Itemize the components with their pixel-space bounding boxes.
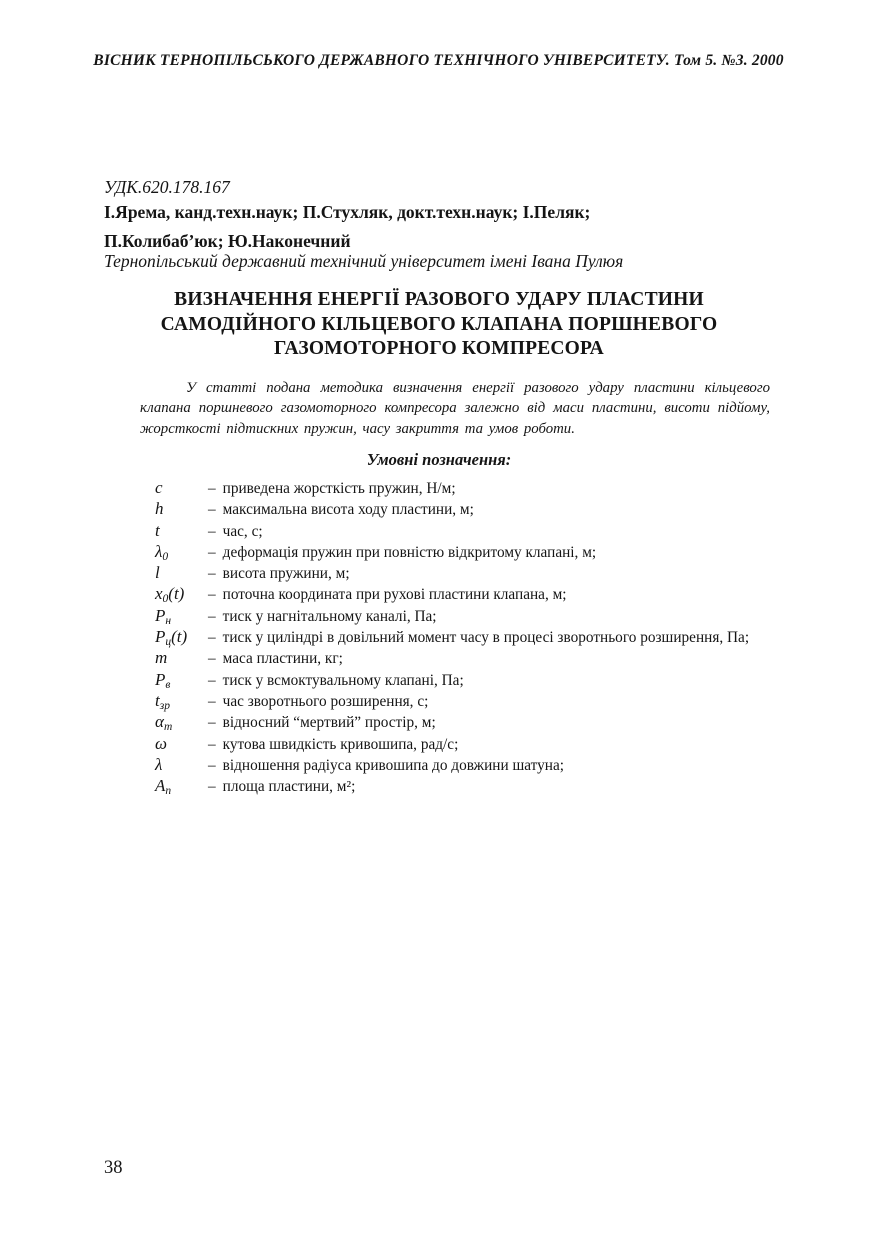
symbol-definition-row	[155, 690, 780, 711]
dash: –	[208, 565, 216, 583]
dash: –	[208, 650, 216, 668]
symbol-definition-row	[155, 711, 780, 732]
symbol-definition-row	[155, 733, 780, 754]
symbol-description: – тиск у всмоктувальному клапані, Па;	[208, 670, 464, 691]
symbol-label: $A_п$	[155, 776, 172, 798]
title-line-3: ГАЗОМОТОРНОГО КОМПРЕСОРА	[274, 338, 604, 359]
symbol-label: $P_н$	[155, 605, 172, 627]
title-line-1: ВИЗНАЧЕННЯ ЕНЕРГІЇ РАЗОВОГО УДАРУ ПЛАСТИНИ	[174, 289, 704, 310]
symbol-definition-row	[155, 541, 780, 562]
symbol-definition-row	[155, 775, 780, 796]
symbol-description: – приведена жорсткість пружин, Н/м;	[208, 478, 456, 499]
authors-block	[104, 198, 784, 255]
symbol-description: – кутова швидкість кривошипа, рад/с;	[208, 734, 458, 755]
symbol-definition-row	[155, 626, 780, 647]
dash: –	[208, 501, 216, 519]
dash: –	[208, 586, 216, 604]
article-title	[54, 288, 824, 362]
affiliation-line: Тернопільський державний технічний університет імені Івана Пулюя	[104, 251, 624, 271]
symbol-label: $\alpha_m$	[155, 712, 173, 734]
symbol-description: – час зворотнього розширення, с;	[208, 691, 428, 712]
symbol-label: ω	[155, 733, 168, 753]
dash: –	[208, 735, 216, 753]
symbol-label: $x_0(t)$	[155, 584, 185, 606]
dash: –	[208, 692, 216, 710]
symbol-label: c	[155, 478, 163, 497]
symbol-description: – висота пружини, м;	[208, 563, 350, 584]
dash: –	[208, 671, 216, 689]
title-line-2: САМОДІЙНОГО КІЛЬЦЕВОГО КЛАПАНА ПОРШНЕВОГО	[160, 313, 718, 335]
symbol-label: l	[155, 563, 160, 583]
symbol-definition-row	[155, 498, 780, 519]
symbol-label: h	[155, 499, 164, 519]
symbol-description: – маса пластини, кг;	[208, 648, 343, 669]
dash: –	[208, 714, 216, 732]
symbol-label: $\lambda_0$	[155, 541, 169, 563]
symbol-description: – максимальна висота ходу пластини, м;	[208, 499, 474, 520]
symbol-description: – тиск у нагнітальному каналі, Па;	[208, 606, 437, 627]
symbol-description: – відносний “мертвий” простір, м;	[208, 712, 436, 733]
symbol-definition-row	[155, 669, 780, 690]
symbol-description: – тиск у циліндрі в довільний момент часу в процесі зворотнього розширення, Па;	[208, 627, 749, 648]
symbol-description: – поточна координата при рухові пластини клапана, м;	[208, 584, 567, 605]
dash: –	[208, 778, 216, 796]
symbol-definition-row	[155, 647, 780, 668]
dash: –	[208, 522, 216, 540]
symbols-heading: Умовні позначення:	[366, 450, 512, 469]
symbol-definition-row	[155, 605, 780, 626]
symbol-definition-row	[155, 477, 780, 498]
abstract-paragraph: У статті подана методика визначення енергії разового удару пластини кільцевого клапана поршневого газомоторного компресора залежно від маси пластини, висоти підйому, жорсткості підтискних пружин, часу закриття та умов роботи.	[140, 380, 770, 437]
dash: –	[208, 480, 216, 497]
symbol-label: t	[155, 520, 160, 540]
symbol-label: λ	[155, 754, 163, 774]
dash: –	[208, 607, 216, 625]
symbol-label: $P_ц(t)$	[155, 627, 188, 649]
symbols-list	[155, 477, 780, 796]
symbol-description: – час, с;	[208, 521, 263, 542]
journal-header: ВІСНИК ТЕРНОПІЛЬСЬКОГО ДЕРЖАВНОГО ТЕХНІЧНОГО УНІВЕРСИТЕТУ. Том 5. №3. 2000	[93, 52, 784, 69]
authors-line-2: П.Колибаб’юк; Ю.Наконечний	[104, 230, 351, 251]
dash: –	[208, 629, 216, 647]
dash: –	[208, 543, 216, 561]
page-number: 38	[104, 1158, 123, 1178]
symbol-description: – площа пластини, м²;	[208, 776, 355, 797]
authors-line-1: І.Ярема, канд.техн.наук; П.Стухляк, докт.техн.наук; І.Пеляк;	[104, 202, 591, 222]
symbol-definition-row	[155, 583, 780, 604]
symbol-definition-row	[155, 754, 780, 775]
symbol-label: m	[155, 648, 168, 668]
dash: –	[208, 756, 216, 774]
symbol-label: $t_{зр}$	[155, 690, 170, 712]
symbol-definition-row	[155, 520, 780, 541]
symbol-label: $P_в$	[155, 669, 171, 691]
symbol-definition-row	[155, 562, 780, 583]
udk-code: УДК.620.178.167	[104, 177, 230, 197]
symbol-description: – відношення радіуса кривошипа до довжини шатуна;	[208, 755, 564, 776]
symbol-description: – деформація пружин при повністю відкритому клапані, м;	[208, 542, 596, 563]
